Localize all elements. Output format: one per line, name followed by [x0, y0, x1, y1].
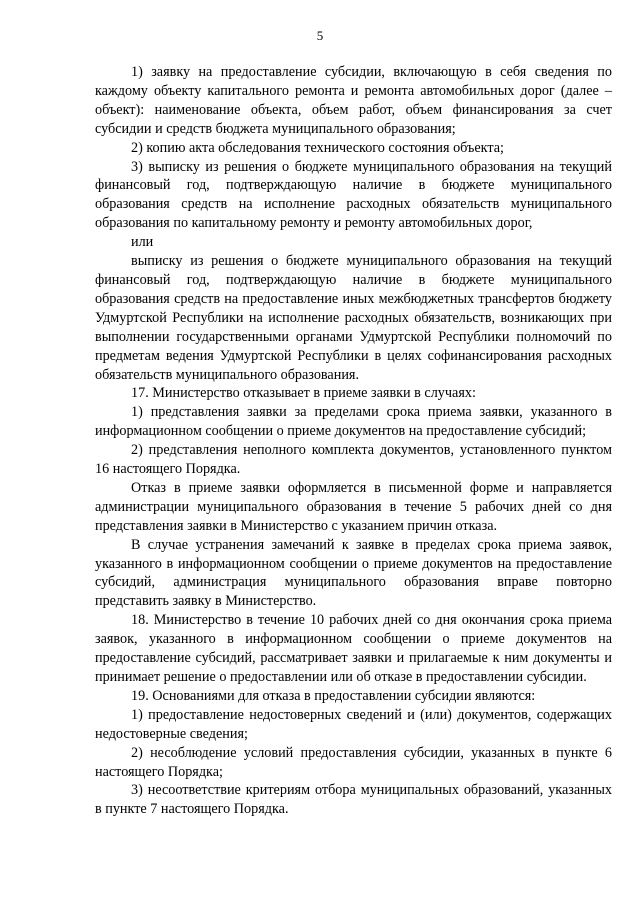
- paragraph-item-1: 1) заявку на предоставление субсидии, включающую в себя сведения по каждому объекту капитального ремонта и ремонта автомобильных дорог (далее – объект): наименование объекта, объем работ, объем финансирования за счет субсидии и средств бюджета муниципального образования;: [95, 64, 612, 137]
- document-body: [95, 63, 612, 819]
- paragraph-clause-19-item-1: 1) предоставление недостоверных сведений и (или) документов, содержащих недостоверные сведения;: [95, 706, 612, 742]
- paragraph-clause-17: 17. Министерство отказывает в приеме заявки в случаях:: [131, 385, 476, 402]
- paragraph-or: или: [131, 234, 154, 251]
- paragraph-clause-17-item-2: 2) представления неполного комплекта документов, установленного пунктом 16 настоящего Порядка.: [95, 442, 612, 478]
- paragraph-clause-19-item-2: 2) несоблюдение условий предоставления субсидии, указанных в пункте 6 настоящего Порядка;: [95, 744, 612, 780]
- paragraph-clause-19-item-3: 3) несоответствие критериям отбора муниципальных образований, указанных в пункте 7 настоящего Порядка.: [95, 782, 612, 818]
- paragraph-item-3: 3) выписку из решения о бюджете муниципального образования на текущий финансовый год, подтверждающую наличие в бюджете муниципального образования средств на исполнение расходных обязательств муниципального образования по капитальному ремонту и ремонту автомобильных дорог,: [95, 158, 612, 232]
- paragraph-clause-19: 19. Основаниями для отказа в предоставлении субсидии являются:: [131, 687, 536, 704]
- paragraph-clause-17-item-1: 1) представления заявки за пределами срока приема заявки, указанного в информационном сообщении о приеме документов на предоставление субсидий;: [95, 404, 612, 440]
- paragraph-refusal-form: Отказ в приеме заявки оформляется в письменной форме и направляется администрации муниципального образования в течение 5 рабочих дней со дня представления заявки в Министерство с указанием причин отказа.: [95, 479, 612, 534]
- paragraph-item-2: 2) копию акта обследования технического состояния объекта;: [131, 139, 504, 156]
- paragraph-item-3-alt: выписку из решения о бюджете муниципального образования на текущий финансовый год, подтверждающую наличие в бюджете муниципального образования средств на предоставление иных межбюджетных трансфертов бюджету Удмуртской Республики на исполнение расходных обязательств, возникающих при выполнении государственными органами Удмуртской Республики полномочий по предметам ведения Удмуртской Республики в целях софинансирования расходных обязательств муниципального образования.: [95, 253, 612, 383]
- paragraph-resubmission: В случае устранения замечаний к заявке в пределах срока приема заявок, указанного в информационном сообщении о приеме документов на предоставление субсидий, администрация муниципального образования вправе повторно представить заявку в Министерство.: [95, 536, 612, 610]
- paragraph-clause-18: 18. Министерство в течение 10 рабочих дней со дня окончания срока приема заявок, указанного в информационном сообщении о приеме документов на предоставление субсидий, рассматривает заявки и прилагаемые к ним документы и принимает решение о предоставлении или об отказе в предоставлении субсидии.: [95, 612, 612, 685]
- page-number: 5: [316, 28, 324, 43]
